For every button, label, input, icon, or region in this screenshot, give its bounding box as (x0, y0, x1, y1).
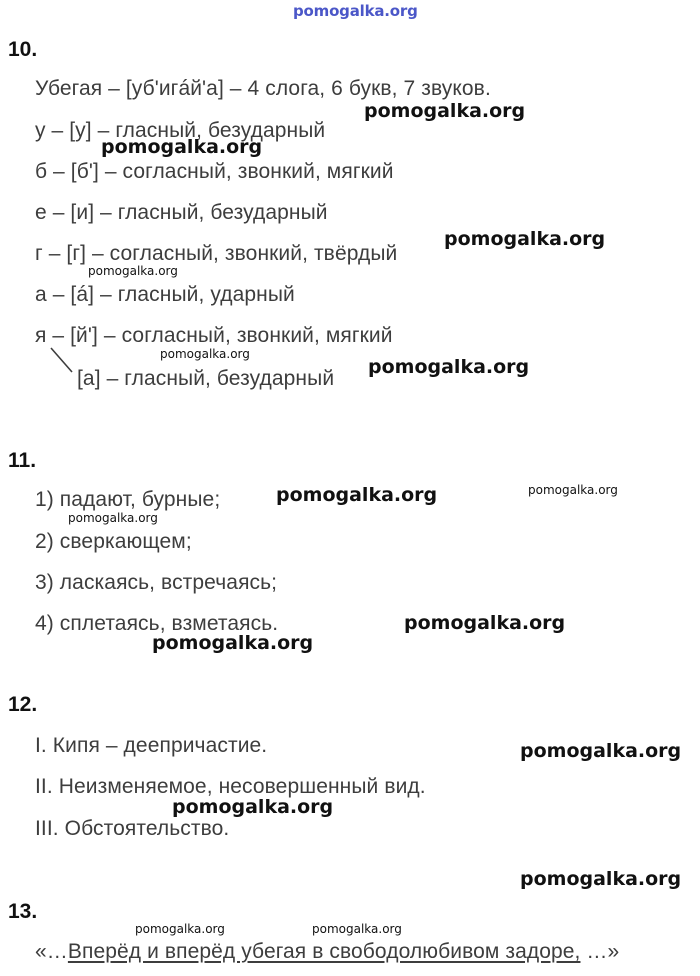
phonetic-line: е – [и] – гласный, безударный (35, 201, 328, 224)
watermark: pomogalka.org (101, 136, 263, 158)
watermark: pomogalka.org (444, 228, 606, 250)
phonetic-summary: Убегая – [уб'игáй'а] – 4 слога, 6 букв, 7 звуков. (35, 77, 491, 100)
phonetic-line: б – [б'] – согласный, звонкий, мягкий (35, 160, 394, 183)
watermark: pomogalka.org (276, 484, 438, 506)
answer-line: 4) сплетаясь, взметаясь. (35, 612, 279, 635)
watermark: pomogalka.org (172, 796, 334, 818)
answer-line: 3) ласкаясь, встречаясь; (35, 571, 278, 594)
quote-close: …» (580, 940, 620, 963)
watermark: pomogalka.org (368, 356, 530, 378)
watermark: pomogalka.org (364, 100, 526, 122)
watermark: pomogalka.org (520, 740, 682, 762)
answer-line: II. Неизменяемое, несовершенный вид. (35, 775, 426, 798)
watermark: pomogalka.org (520, 868, 682, 890)
task-number-10: 10. (8, 38, 38, 61)
watermark: pomogalka.org (160, 347, 250, 361)
quote-open: «… (35, 940, 68, 963)
phonetic-line: а – [á] – гласный, ударный (35, 283, 295, 306)
quote-line (35, 940, 619, 964)
task-number-13: 13. (8, 900, 38, 923)
watermark: pomogalka.org (528, 483, 618, 497)
watermark: pomogalka.org (68, 511, 158, 525)
watermark: pomogalka.org (404, 612, 566, 634)
task-number-12: 12. (8, 693, 38, 716)
answer-line: I. Кипя – деепричастие. (35, 734, 268, 757)
watermark: pomogalka.org (135, 922, 225, 936)
quote-body: Вперёд и вперёд убегая в свободолюбивом задоре, (67, 940, 581, 963)
phonetic-line: я – [й'] – согласный, звонкий, мягкий (35, 324, 393, 347)
watermark: pomogalka.org (152, 632, 314, 654)
branch-connector (48, 346, 76, 376)
answer-line: III. Обстоятельство. (35, 817, 230, 840)
header-watermark: pomogalka.org (293, 2, 418, 20)
watermark: pomogalka.org (312, 922, 402, 936)
phonetic-line-branch: [а] – гласный, безударный (77, 367, 335, 390)
answer-line: 1) падают, бурные; (35, 488, 221, 511)
phonetic-line: г – [г] – согласный, звонкий, твёрдый (35, 242, 398, 265)
answer-line: 2) сверкающем; (35, 530, 192, 553)
phonetic-line: у – [у] – гласный, безударный (35, 119, 326, 142)
watermark: pomogalka.org (88, 264, 178, 278)
task-number-11: 11. (8, 449, 37, 472)
